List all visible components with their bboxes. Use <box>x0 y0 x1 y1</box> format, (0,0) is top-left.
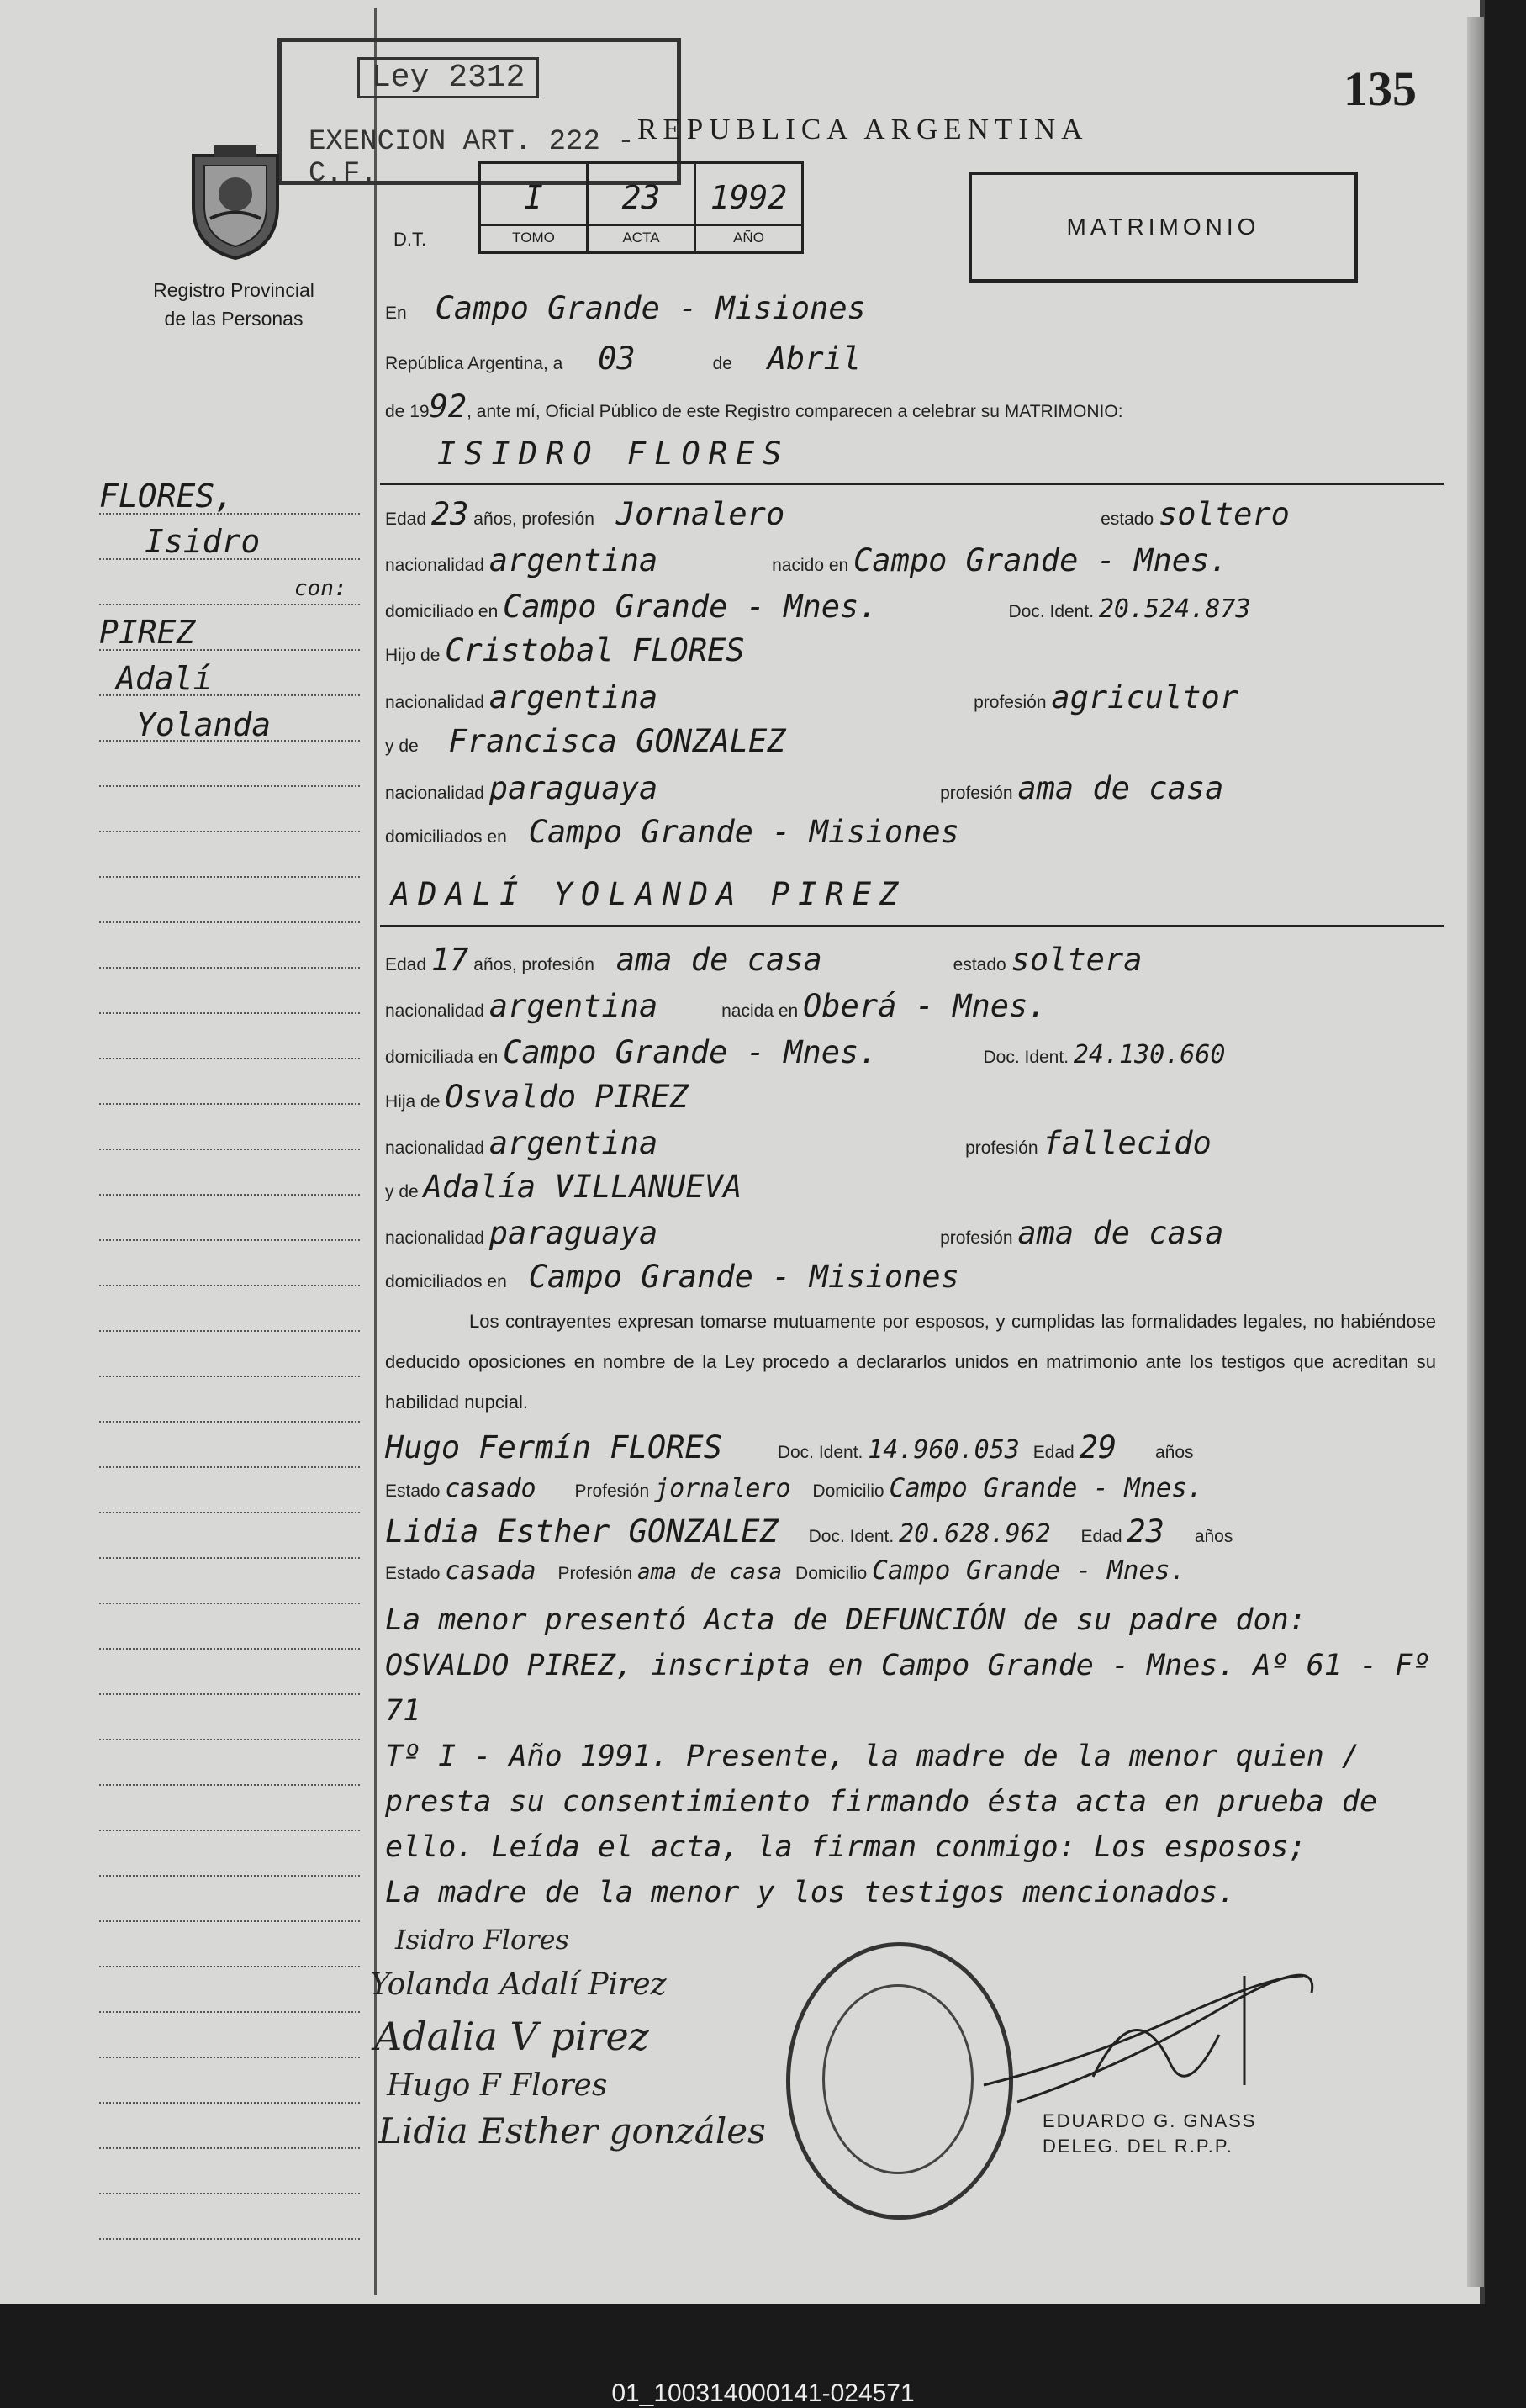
margin-ruled-line <box>99 1058 360 1059</box>
groom-father-nationality: argentina <box>488 679 658 716</box>
groom-mother-row <box>385 723 786 759</box>
nacionalidad-label: nacionalidad <box>385 1001 484 1021</box>
margin-ruled-line <box>99 831 360 832</box>
groom-name-row <box>437 436 790 472</box>
bride-father-row <box>385 1079 689 1115</box>
margin-ruled-line <box>99 694 360 696</box>
groom-separator <box>380 483 1444 485</box>
acta-label: ACTA <box>589 224 694 246</box>
margin-ruled-line <box>99 1830 360 1831</box>
y-de-label: y de <box>385 1182 419 1201</box>
groom-age-row <box>385 496 1290 532</box>
margin-ruled-line <box>99 1103 360 1105</box>
bride-parents-dom-row <box>385 1259 959 1295</box>
nacionalidad-label: nacionalidad <box>385 784 484 803</box>
witness2-detail-row <box>385 1555 1185 1586</box>
profesion-label: profesión <box>974 693 1047 712</box>
margin-ruled-line <box>99 1557 360 1559</box>
margin-ruled-line <box>99 1739 360 1740</box>
margin-ruled-line <box>99 1875 360 1877</box>
ceremony-day: 03 <box>598 341 636 377</box>
anio-value: 1992 <box>710 179 788 216</box>
groom-profession: Jornalero <box>615 496 785 532</box>
bride-father: Osvaldo PIREZ <box>445 1079 689 1115</box>
provincial-seal-icon <box>181 139 290 261</box>
groom-civil-status: soltero <box>1158 496 1290 532</box>
margin-ruled-line <box>99 1012 360 1014</box>
margin-bride-given1: Adalí <box>116 660 213 697</box>
witness2-estado: casada <box>445 1556 536 1586</box>
margin-ruled-line <box>99 1966 360 1967</box>
bride-name-row <box>391 876 906 912</box>
nacionalidad-label: nacionalidad <box>385 556 484 575</box>
acta-value: 23 <box>621 179 661 216</box>
margin-ruled-line <box>99 1784 360 1786</box>
official-name: EDUARDO G. GNASS <box>1043 2110 1257 2131</box>
acta-cell <box>586 161 696 254</box>
margin-ruled-line <box>99 604 360 605</box>
doc-label: Doc. Ident. <box>983 1048 1069 1067</box>
groom-parents-domicile: Campo Grande - Misiones <box>528 814 959 850</box>
witness2-age: 23 <box>1127 1513 1164 1550</box>
note-line: presta su consentimiento firmando ésta acta en prueba de <box>385 1785 1378 1819</box>
nacionalidad-label: nacionalidad <box>385 693 484 712</box>
bride-nationality-row <box>385 988 1047 1024</box>
margin-ruled-line <box>99 2147 360 2149</box>
anio-label: AÑO <box>696 224 801 246</box>
bride-father-nationality: argentina <box>488 1125 658 1161</box>
profesion-label: profesión <box>965 1138 1038 1158</box>
margin-ruled-line <box>99 785 360 787</box>
groom-father-nat-row <box>385 679 1238 716</box>
signature-witness1: Hugo F Flores <box>387 2068 608 2103</box>
signature-witness2: Lidia Esther gonzáles <box>378 2110 766 2152</box>
tomo-cell <box>478 161 589 254</box>
margin-ruled-line <box>99 967 360 969</box>
groom-doc: 20.524.873 <box>1098 594 1251 624</box>
groom-mother-profession: ama de casa <box>1017 770 1224 806</box>
ceremony-place: Campo Grande - Misiones <box>435 290 866 326</box>
margin-ruled-line <box>99 740 360 742</box>
margin-ruled-line <box>99 1330 360 1332</box>
bride-mother-row <box>385 1169 742 1205</box>
domiciliados-label: domiciliados en <box>385 1272 507 1291</box>
profesion-label: Profesión <box>557 1564 633 1583</box>
anios-label: años, profesión <box>473 510 594 529</box>
groom-nationality: argentina <box>488 542 658 578</box>
de-label: de <box>712 354 732 373</box>
tomo-value: I <box>524 179 543 216</box>
bride-separator <box>380 925 1444 927</box>
bride-doc: 24.130.660 <box>1073 1040 1226 1069</box>
signature-bride: Yolanda Adalí Pirez <box>370 1967 667 2002</box>
note-line: Tº I - Año 1991. Presente, la madre de la menor quien / <box>385 1740 1360 1773</box>
margin-ruled-line <box>99 649 360 651</box>
anios-label: años <box>1194 1527 1233 1546</box>
edad-label: Edad <box>385 955 427 974</box>
edad-label: Edad <box>1032 1443 1075 1462</box>
bride-domicile: Campo Grande - Mnes. <box>503 1034 878 1070</box>
margin-divider <box>374 8 377 2295</box>
witness1-profession: jornalero <box>654 1474 791 1503</box>
stamp-law-text: Ley 2312 <box>357 57 539 98</box>
margin-ruled-line <box>99 1421 360 1423</box>
note-line: OSVALDO PIREZ, inscripta en Campo Grande - Mnes. Aº 61 - Fº 71 <box>385 1649 1431 1728</box>
intro-text: , ante mí, Oficial Público de este Registro comparecen a celebrar su MATRIMONIO: <box>467 402 1123 421</box>
nacida-label: nacida en <box>721 1001 799 1021</box>
margin-ruled-line <box>99 1466 360 1468</box>
signature-groom: Isidro Flores <box>395 1924 569 1956</box>
margin-ruled-line <box>99 513 360 515</box>
en-label: En <box>385 304 407 323</box>
registry-line1: Registro Provincial <box>153 279 314 301</box>
margin-ruled-line <box>99 1149 360 1150</box>
certificate-type: MATRIMONIO <box>1066 214 1260 240</box>
reference-table <box>481 161 804 254</box>
country-heading: REPUBLICA ARGENTINA <box>637 113 1089 145</box>
profesion-label: profesión <box>940 784 1013 803</box>
domiciliada-label: domiciliada en <box>385 1048 499 1067</box>
bride-nationality: argentina <box>488 988 658 1024</box>
margin-ruled-line <box>99 1376 360 1377</box>
doc-label: Doc. Ident. <box>777 1443 863 1462</box>
margin-ruled-line <box>99 2011 360 2013</box>
edad-label: Edad <box>385 510 427 529</box>
groom-father-row <box>385 632 745 668</box>
margin-ruled-line <box>99 2193 360 2194</box>
y-de-label: y de <box>385 737 419 756</box>
witness2-name: Lidia Esther GONZALEZ <box>385 1513 779 1550</box>
margin-bride-surname: PIREZ <box>99 614 196 651</box>
edad-label: Edad <box>1080 1527 1122 1546</box>
groom-domicile: Campo Grande - Mnes. <box>503 589 878 625</box>
margin-ruled-line <box>99 1920 360 1922</box>
profesion-label: Profesión <box>574 1481 650 1501</box>
anios-label: años, profesión <box>473 955 594 974</box>
bride-father-nat-row <box>385 1125 1212 1161</box>
bride-birthplace: Oberá - Mnes. <box>803 988 1047 1024</box>
groom-mother-nat-row <box>385 770 1223 806</box>
ceremony-year: 92 <box>429 388 467 425</box>
bride-profession: ama de casa <box>615 942 822 978</box>
margin-ruled-line <box>99 558 360 560</box>
margin-ruled-line <box>99 921 360 923</box>
witness1-doc: 14.960.053 <box>868 1435 1020 1465</box>
estado-label: estado <box>1101 510 1154 529</box>
hija-label: Hija de <box>385 1092 441 1112</box>
margin-ruled-line <box>99 1693 360 1695</box>
bride-mother-nationality: paraguaya <box>488 1215 658 1251</box>
witness2-profession: ama de casa <box>637 1560 783 1585</box>
groom-mother: Francisca GONZALEZ <box>448 723 786 759</box>
estado-label: Estado <box>385 1564 441 1583</box>
reference-prefix: D.T. <box>393 229 427 250</box>
margin-ruled-line <box>99 1648 360 1650</box>
nacionalidad-label: nacionalidad <box>385 1138 484 1158</box>
margin-ruled-line <box>99 2057 360 2058</box>
domicilio-label: Domicilio <box>812 1481 884 1501</box>
doc-label: Doc. Ident. <box>808 1527 895 1546</box>
witness1-domicile: Campo Grande - Mnes. <box>889 1473 1203 1503</box>
bride-civil-status: soltera <box>1011 942 1143 978</box>
registry-line2: de las Personas <box>164 308 304 330</box>
tomo-label: TOMO <box>481 224 586 246</box>
bride-age: 17 <box>430 942 469 978</box>
bride-mother-nat-row <box>385 1215 1223 1251</box>
year-prefix: de 19 <box>385 402 430 421</box>
groom-mother-nationality: paraguaya <box>488 770 658 806</box>
groom-name: ISIDRO FLORES <box>437 436 790 472</box>
hijo-label: Hijo de <box>385 646 441 665</box>
bride-parents-domicile: Campo Grande - Misiones <box>528 1259 959 1295</box>
domiciliados-label: domiciliados en <box>385 827 507 847</box>
margin-groom-given: Isidro <box>145 523 261 560</box>
groom-parents-dom-row <box>385 814 959 850</box>
note-line: ello. Leída el acta, la firman conmigo: Los esposos; <box>385 1830 1307 1864</box>
bride-mother: Adalía VILLANUEVA <box>423 1169 742 1205</box>
groom-domicile-row <box>385 589 1251 625</box>
margin-groom-surname: FLORES, <box>99 478 235 515</box>
margin-ruled-line <box>99 1285 360 1286</box>
domiciliado-label: domiciliado en <box>385 602 499 621</box>
margin-connector: con: <box>294 576 347 601</box>
witness1-row <box>385 1429 1194 1465</box>
witness1-estado: casado <box>445 1474 536 1503</box>
groom-birthplace: Campo Grande - Mnes. <box>853 542 1228 578</box>
nacido-label: nacido en <box>772 556 849 575</box>
page-number: 135 <box>1344 61 1417 116</box>
groom-father-profession: agricultor <box>1051 679 1239 716</box>
witness1-age: 29 <box>1079 1429 1117 1465</box>
intro-year-row <box>385 388 1123 425</box>
republica-label: República Argentina, a <box>385 354 563 373</box>
margin-ruled-line <box>99 1603 360 1604</box>
profesion-label: profesión <box>940 1228 1013 1248</box>
doc-label: Doc. Ident. <box>1008 602 1095 621</box>
intro-place-row <box>385 290 866 326</box>
note-line: La madre de la menor y los testigos mencionados. <box>385 1876 1236 1909</box>
estado-label: estado <box>953 955 1006 974</box>
witness1-name: Hugo Fermín FLORES <box>385 1429 722 1465</box>
declaration-text: Los contrayentes expresan tomarse mutuamente por esposos, y cumplidas las formalidades legales, no habiéndose deducido oposiciones en nombre de la Ley procedo a declararlos unidos en matrimonio ante los testigos que acreditan su habilidad nupcial. <box>385 1311 1436 1413</box>
margin-ruled-line <box>99 1194 360 1196</box>
stamp-exemption-text: EXENCION ART. 222 - C.F. <box>309 126 635 190</box>
domicilio-label: Domicilio <box>795 1564 868 1583</box>
image-identifier: 01_100314000141-024571 <box>611 2379 915 2407</box>
estado-label: Estado <box>385 1481 441 1501</box>
seal-inner-ring <box>822 1984 974 2174</box>
groom-father: Cristobal FLORES <box>445 632 745 668</box>
margin-ruled-line <box>99 1239 360 1241</box>
margin-ruled-line <box>99 1512 360 1513</box>
anio-cell <box>694 161 804 254</box>
nacionalidad-label: nacionalidad <box>385 1228 484 1248</box>
groom-age: 23 <box>430 496 469 532</box>
note-line: La menor presentó Acta de DEFUNCIÓN de su padre don: <box>385 1603 1307 1637</box>
bride-name: ADALÍ YOLANDA PIREZ <box>391 876 907 912</box>
signature-mother: Adalia V pirez <box>374 2014 650 2059</box>
official-title: DELEG. DEL R.P.P. <box>1043 2136 1233 2157</box>
margin-bride-given2: Yolanda <box>136 706 272 743</box>
margin-ruled-line <box>99 2102 360 2104</box>
witness1-detail-row <box>385 1473 1203 1503</box>
official-stamp <box>1043 2109 1256 2159</box>
bride-domicile-row <box>385 1034 1226 1070</box>
bride-father-profession: fallecido <box>1043 1125 1212 1161</box>
anios-label: años <box>1154 1443 1194 1462</box>
margin-ruled-line <box>99 876 360 878</box>
bride-age-row <box>385 942 1142 978</box>
ceremony-month: Abril <box>767 341 862 377</box>
groom-nationality-row <box>385 542 1228 578</box>
witness2-doc: 20.628.962 <box>899 1519 1051 1549</box>
margin-ruled-line <box>99 2238 360 2240</box>
witness2-row <box>385 1513 1233 1550</box>
notes-block <box>385 1597 1444 1915</box>
certificate-type-box <box>969 172 1358 283</box>
bride-mother-profession: ama de casa <box>1017 1215 1224 1251</box>
witness2-domicile: Campo Grande - Mnes. <box>872 1555 1186 1586</box>
intro-date-row <box>385 341 861 377</box>
registry-name <box>108 276 360 333</box>
